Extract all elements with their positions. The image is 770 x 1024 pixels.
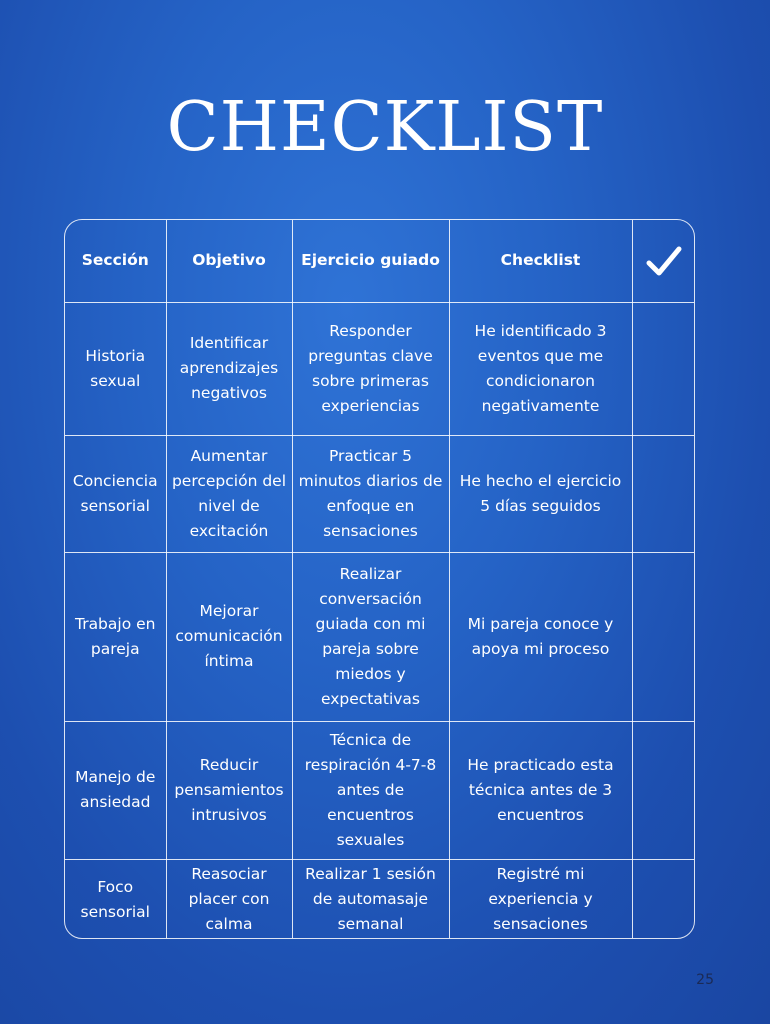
table-row	[65, 435, 695, 552]
header-ejercicio-guiado: Ejercicio guiado	[292, 220, 449, 302]
cell-ejercicio: Responder preguntas clave sobre primeras experiencias	[292, 302, 449, 435]
cell-seccion: Historia sexual	[65, 302, 166, 435]
cell-seccion: Conciencia sensorial	[65, 435, 166, 552]
cell-ejercicio: Practicar 5 minutos diarios de enfoque en sensaciones	[292, 435, 449, 552]
cell-objetivo: Aumentar percepción del nivel de excitación	[166, 435, 292, 552]
cell-ejercicio: Realizar 1 sesión de automasaje semanal	[292, 859, 449, 939]
check-box-cell[interactable]	[632, 859, 695, 939]
header-seccion: Sección	[65, 220, 166, 302]
cell-objetivo: Reasociar placer con calma	[166, 859, 292, 939]
table-header-row	[65, 220, 695, 302]
check-box-cell[interactable]	[632, 302, 695, 435]
cell-checklist: Registré mi experiencia y sensaciones	[449, 859, 632, 939]
table-row	[65, 302, 695, 435]
cell-seccion: Foco sensorial	[65, 859, 166, 939]
table-row	[65, 859, 695, 939]
checklist-table	[64, 219, 695, 939]
check-box-cell[interactable]	[632, 552, 695, 721]
header-objetivo: Objetivo	[166, 220, 292, 302]
check-box-cell[interactable]	[632, 435, 695, 552]
cell-checklist: He practicado esta técnica antes de 3 encuentros	[449, 721, 632, 859]
page-title: CHECKLIST	[166, 88, 604, 167]
cell-objetivo: Reducir pensamientos intrusivos	[166, 721, 292, 859]
cell-objetivo: Identificar aprendizajes negativos	[166, 302, 292, 435]
check-box-cell[interactable]	[632, 721, 695, 859]
header-check	[632, 220, 695, 302]
cell-seccion: Manejo de ansiedad	[65, 721, 166, 859]
cell-checklist: Mi pareja conoce y apoya mi proceso	[449, 552, 632, 721]
cell-objetivo: Mejorar comunicación íntima	[166, 552, 292, 721]
table-row	[65, 552, 695, 721]
cell-ejercicio: Realizar conversación guiada con mi pareja sobre miedos y expectativas	[292, 552, 449, 721]
cell-ejercicio: Técnica de respiración 4-7-8 antes de encuentros sexuales	[292, 721, 449, 859]
table-row	[65, 721, 695, 859]
cell-checklist: He identificado 3 eventos que me condicionaron negativamente	[449, 302, 632, 435]
checkmark-icon	[637, 244, 693, 278]
page-number: 25	[696, 972, 714, 988]
cell-seccion: Trabajo en pareja	[65, 552, 166, 721]
cell-checklist: He hecho el ejercicio 5 días seguidos	[449, 435, 632, 552]
header-checklist: Checklist	[449, 220, 632, 302]
